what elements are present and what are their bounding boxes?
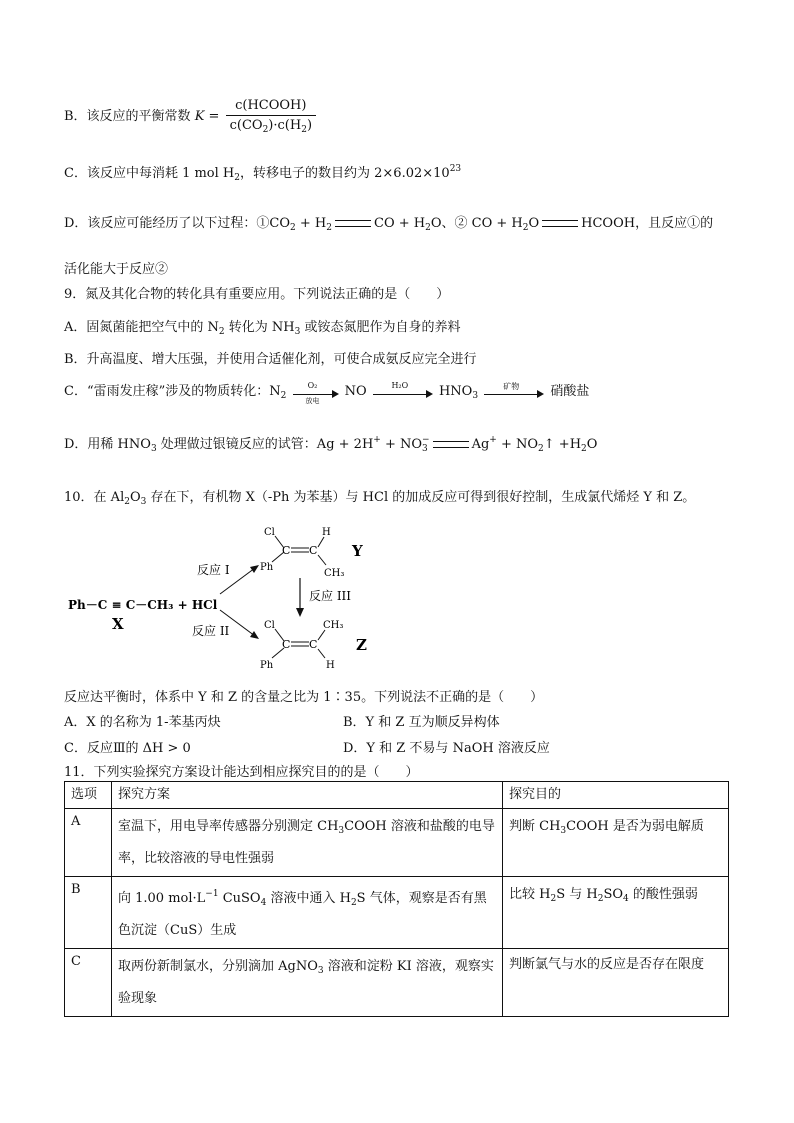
arrow-condition: H₂O — [391, 380, 409, 390]
text: C．该反应中每消耗 1 mol H — [64, 166, 235, 181]
subscript: 2 — [124, 497, 130, 507]
text: 室温下，用电导率传感器分别测定 CH — [118, 819, 339, 834]
q10-ratio-text: 反应达平衡时，体系中 Y 和 Z 的含量之比为 1∶35。下列说法不正确的是（ ） — [64, 690, 544, 705]
text: 转化为 NH — [224, 320, 295, 335]
text: 向 1.00 mol·L — [118, 891, 206, 906]
z-h: H — [326, 660, 335, 671]
subscript: 2 — [326, 223, 332, 233]
header-plan: 探究方案 — [112, 782, 503, 809]
z-ch3: CH₃ — [323, 620, 344, 631]
den-part: c(CO — [229, 118, 263, 133]
subscript: 3 — [422, 443, 428, 454]
superscript: 23 — [449, 164, 462, 174]
text: 溶液和淀粉 KI 溶液，观察实验现象 — [118, 959, 494, 1006]
reaction-arrow-2 — [373, 380, 433, 399]
text: S 与 H — [556, 887, 598, 902]
table-row — [65, 877, 729, 949]
text: C．“雷雨发庄稼”涉及的物质转化：N — [64, 384, 281, 399]
arrow-line — [484, 394, 538, 395]
den-part: ) — [306, 118, 313, 133]
y-ch3: CH₃ — [324, 568, 345, 579]
superscript: + — [489, 435, 497, 445]
superscript: −1 — [205, 889, 219, 899]
q8-option-d-continued: 活化能大于反应② — [64, 262, 169, 277]
sub-sup-stack — [422, 436, 430, 454]
subscript: 4 — [260, 898, 267, 908]
den-part: )·c(H — [268, 118, 302, 133]
text: HCOOH，且反应①的 — [581, 216, 714, 231]
equilibrium-equals-sign — [335, 220, 371, 227]
arrow-head — [426, 390, 433, 398]
reaction-i-label: 反应 I — [197, 563, 230, 577]
text: + H — [295, 216, 327, 231]
text: ↑ +H — [543, 437, 582, 452]
text: A．固氮菌能把空气中的 N — [64, 320, 219, 335]
text: O — [528, 216, 540, 231]
row-b-option: B — [65, 877, 112, 949]
subscript: 3 — [560, 826, 567, 836]
text: CO + H — [374, 216, 426, 231]
subscript: 2 — [350, 898, 357, 908]
subscript: 3 — [317, 966, 324, 976]
subscript: 2 — [262, 125, 269, 135]
row-a-option: A — [65, 809, 112, 877]
arrow-condition: 放电 — [305, 396, 320, 405]
subscript: 2 — [290, 223, 296, 233]
q9-option-c — [64, 380, 590, 405]
text: 10．在 Al — [64, 490, 125, 505]
q8-option-d — [64, 212, 713, 233]
superscript: + — [373, 435, 381, 445]
subscript: 3 — [338, 826, 345, 836]
text: ，转移电子的数目约为 2×6.02×10 — [240, 166, 450, 181]
text: NO — [344, 384, 367, 399]
y-h: H — [322, 527, 331, 538]
table-header-row — [65, 782, 729, 809]
y-carbon-1: C — [282, 544, 291, 557]
reaction-iii-label: 反应 III — [309, 589, 352, 603]
text: 取两份新制氯水，分别滴加 AgNO — [118, 959, 318, 974]
arrow-condition: 矿物 — [503, 381, 520, 391]
q11-stem: 11．下列实验探究方案设计能达到相应探究目的的是（ ） — [64, 765, 419, 780]
q10-stem — [64, 486, 695, 507]
arrow-condition: O₂ — [307, 380, 318, 390]
equilibrium-constant-symbol: K = — [194, 109, 220, 124]
q9-option-d — [64, 433, 597, 454]
row-b-goal — [503, 877, 729, 949]
equilibrium-constant-fraction — [226, 98, 316, 135]
text: 存在下，有机物 X（-Ph 为苯基）与 HCl 的加成反应可得到很好控制，生成氯代烯烃 Y 和 Z。 — [146, 490, 696, 505]
fraction-denominator — [226, 116, 316, 135]
text: + NO — [380, 437, 423, 452]
subscript: 4 — [623, 894, 629, 904]
table-row — [65, 949, 729, 1017]
text: D．该反应可能经历了以下过程：①CO — [64, 216, 291, 231]
text: COOH 是否为弱电解质 — [566, 819, 704, 834]
subscript: 3 — [150, 444, 157, 454]
z-carbon-2: C — [309, 638, 318, 651]
row-b-plan — [112, 877, 503, 949]
text: CuSO — [218, 891, 261, 906]
equilibrium-equals-sign — [433, 441, 469, 448]
row-c-goal: 判断氯气与水的反应是否存在限度 — [503, 949, 729, 1017]
subscript: 2 — [550, 894, 557, 904]
q10-option-d: D．Y 和 Z 不易与 NaOH 溶液反应 — [343, 741, 550, 756]
q10-option-a: A．X 的名称为 1-苯基丙炔 — [64, 715, 221, 730]
text: O — [586, 437, 598, 452]
text: + NO — [496, 437, 539, 452]
row-c-plan — [112, 949, 503, 1017]
reaction-scheme-diagram — [60, 518, 400, 680]
text: D．用稀 HNO — [64, 437, 151, 452]
row-c-option: C — [65, 949, 112, 1017]
subscript: 2 — [301, 125, 307, 135]
subscript: 2 — [522, 223, 529, 233]
text: COOH 溶液和盐酸的电导率，比较溶液的导电性强弱 — [118, 819, 495, 866]
subscript: 2 — [280, 391, 287, 401]
subscript: 3 — [472, 391, 479, 401]
q9-option-a — [64, 316, 461, 337]
y-ph: Ph — [260, 562, 274, 573]
subscript: 3 — [294, 327, 301, 337]
text: C．反应Ⅲ的 ΔH — [64, 741, 164, 756]
text: O、② CO + H — [430, 216, 523, 231]
superscript: − — [422, 434, 430, 445]
arrow-head — [332, 390, 339, 398]
subscript: 2 — [425, 223, 431, 233]
arrow-head — [250, 565, 259, 573]
z-carbon-1: C — [282, 638, 291, 651]
subscript: 2 — [538, 444, 544, 454]
bond — [318, 649, 325, 658]
fraction-numerator: c(HCOOH) — [226, 98, 316, 116]
text: 处理做过银镜反应的试管：Ag + 2H — [156, 437, 374, 452]
text: Ag — [471, 437, 490, 452]
y-label: Y — [352, 542, 363, 560]
table-row — [65, 809, 729, 877]
text: 判断 CH — [509, 819, 561, 834]
q8-option-b — [64, 98, 316, 135]
text: O — [129, 490, 141, 505]
row-a-plan — [112, 809, 503, 877]
q10-option-c — [64, 737, 191, 756]
arrow-line — [293, 394, 333, 395]
z-label: Z — [356, 636, 367, 654]
z-ph: Ph — [260, 660, 274, 671]
q10-option-b: B．Y 和 Z 互为顺反异构体 — [343, 715, 500, 730]
q8-option-c — [64, 162, 461, 183]
x-label: X — [112, 615, 124, 633]
bond — [318, 555, 326, 565]
text: 的酸性强弱 — [628, 887, 698, 902]
subscript: 3 — [140, 497, 147, 507]
arrow-line — [373, 394, 427, 395]
text: 或铵态氮肥作为自身的养料 — [300, 320, 461, 335]
text: 溶液中通入 H — [266, 891, 351, 906]
text: HNO — [438, 384, 473, 399]
z-cl: Cl — [264, 620, 275, 631]
bond — [318, 630, 325, 640]
arrow-head — [537, 390, 544, 398]
reaction-ii-label: 反应 II — [192, 624, 230, 638]
equilibrium-equals-sign — [542, 220, 578, 227]
arrow-head — [296, 608, 304, 617]
bond — [318, 537, 324, 547]
q8-option-b-text: B．该反应的平衡常数 — [64, 109, 191, 124]
text: 硝酸盐 — [550, 384, 590, 399]
row-a-goal — [503, 809, 729, 877]
subscript: 2 — [234, 173, 240, 183]
text: > 0 — [163, 741, 191, 756]
subscript: 2 — [218, 327, 225, 337]
experiment-table — [64, 781, 729, 1017]
subscript: 2 — [581, 444, 587, 454]
q9-option-b: B．升高温度、增大压强，并使用合适催化剂，可使合成氨反应完全进行 — [64, 352, 477, 367]
reaction-arrow-1 — [293, 380, 339, 405]
reaction-arrow-3 — [484, 381, 544, 399]
text: S 气体，观察是否有黑色沉淀（CuS）生成 — [118, 891, 487, 938]
y-cl: Cl — [264, 527, 275, 538]
text: 比较 H — [509, 887, 551, 902]
arrow-head — [250, 631, 259, 639]
reactant-formula: Ph－C ≡ C－CH₃ + HCl — [68, 598, 218, 612]
header-option: 选项 — [65, 782, 112, 809]
subscript: 2 — [597, 894, 604, 904]
q9-stem: 9．氮及其化合物的转化具有重要应用。下列说法正确的是（ ） — [64, 287, 450, 302]
text: SO — [603, 887, 624, 902]
header-goal: 探究目的 — [503, 782, 729, 809]
y-carbon-2: C — [309, 544, 318, 557]
